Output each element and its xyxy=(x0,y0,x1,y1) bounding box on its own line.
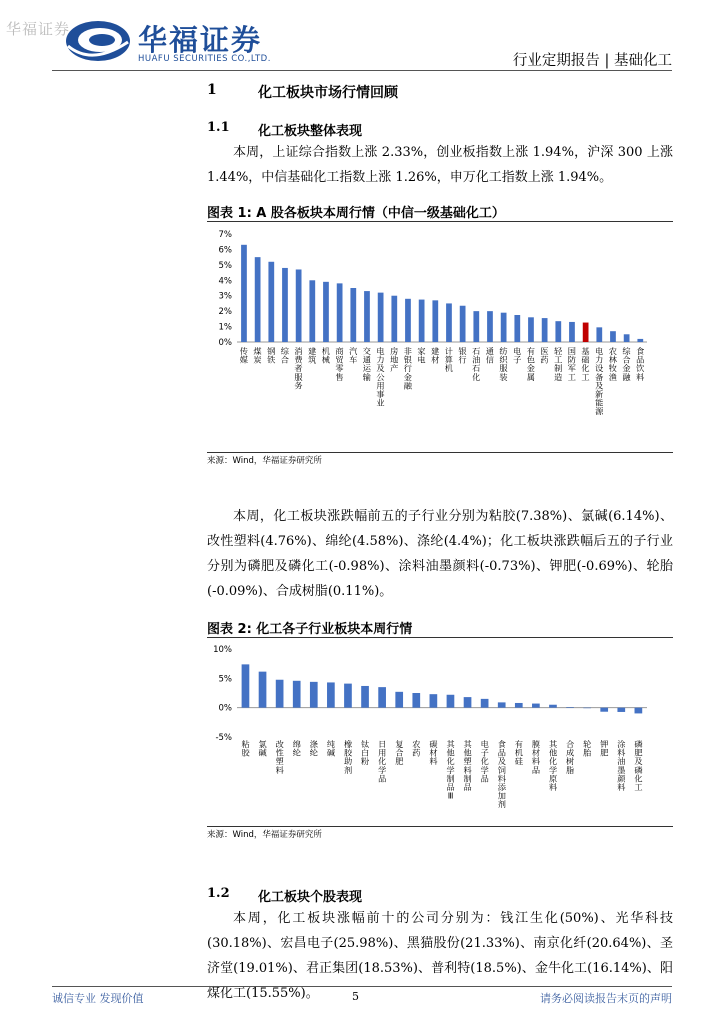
x-tick-label: 涂料油墨颜料 xyxy=(617,739,626,792)
x-tick-label: 石油石化 xyxy=(472,346,481,382)
bar xyxy=(323,282,329,342)
bar xyxy=(327,682,335,707)
x-tick-label: 计算机 xyxy=(444,346,453,374)
figure-source: 来源：Wind，华福证券研究所 xyxy=(207,456,322,466)
bar xyxy=(282,268,288,342)
chart-figure2 xyxy=(207,640,673,826)
bar xyxy=(464,697,472,708)
bar xyxy=(624,334,630,342)
bar xyxy=(635,708,643,714)
figure-title: 图表 2: 化工各子行业板块本周行情 xyxy=(207,622,413,637)
x-tick-label: 氯碱 xyxy=(258,739,267,758)
subsection-number: 1.2 xyxy=(207,886,230,901)
y-tick-label: 3% xyxy=(218,291,232,302)
x-tick-label: 电子化学品 xyxy=(480,739,489,784)
x-tick-label: 银行 xyxy=(458,346,467,365)
bar xyxy=(528,317,534,342)
x-tick-label: 改性塑料 xyxy=(275,739,284,775)
x-tick-label: 轻工制造 xyxy=(554,346,563,382)
bar xyxy=(350,288,356,342)
y-tick-label: 10% xyxy=(213,645,232,655)
x-tick-label: 非银行金融 xyxy=(403,346,412,391)
bar xyxy=(430,694,438,707)
x-tick-label: 磷肥及磷化工 xyxy=(634,739,643,792)
x-tick-label: 电力设备及新能源 xyxy=(595,346,604,417)
paragraph-text: 本周，化工板块涨幅前十的公司分别为：钱江生化(50%)、光华科技(30.18%)、宏昌电子(25.98%)、黑猫股份(21.33%)、南京化纤(20.64%)、圣济堂(19.01%)、君正集团(18.53%)、普利特(18.5%)、金牛化工(16.14%)、阳煤化工(15.55%)。 xyxy=(207,911,673,1001)
bar xyxy=(532,704,540,708)
bar xyxy=(242,664,250,707)
x-tick-label: 日用化学品 xyxy=(378,739,387,784)
bar xyxy=(542,318,548,342)
header-divider xyxy=(52,70,672,71)
bar xyxy=(412,693,420,708)
bar xyxy=(293,681,301,708)
brand-name-en: HUAFU SECURITIES CO.,LTD. xyxy=(138,54,271,64)
bar xyxy=(637,339,643,342)
x-tick-label: 传媒 xyxy=(239,346,248,365)
y-tick-label: 0% xyxy=(218,703,232,714)
x-tick-label: 其他塑料制品 xyxy=(463,739,472,792)
x-tick-label: 综合金融 xyxy=(622,346,631,382)
bar xyxy=(344,684,352,708)
bar xyxy=(487,311,493,342)
chart1-svg xyxy=(207,224,673,452)
bar xyxy=(566,707,574,708)
bar xyxy=(583,323,589,342)
bar xyxy=(241,245,247,342)
x-tick-label: 其他化学制品 Ⅲ xyxy=(446,739,455,801)
x-tick-label: 建材 xyxy=(431,346,440,365)
x-tick-label: 食品饮料 xyxy=(636,346,645,382)
x-tick-label: 商贸零售 xyxy=(335,346,344,382)
subsection-title: 化工板块整体表现 xyxy=(258,124,363,139)
x-tick-label: 有色金属 xyxy=(526,346,535,382)
x-tick-label: 粘胶 xyxy=(241,739,250,758)
x-tick-label: 纯碱 xyxy=(326,739,336,758)
x-tick-label: 国防军工 xyxy=(567,346,576,382)
brand-name: 华福证券 xyxy=(138,23,263,57)
bar xyxy=(395,692,403,708)
bar xyxy=(310,682,318,708)
bar xyxy=(432,300,438,342)
section-title: 化工板块市场行情回顾 xyxy=(258,85,398,101)
figure-divider xyxy=(207,221,673,222)
bar xyxy=(259,672,267,708)
bar xyxy=(596,327,602,342)
x-tick-label: 汽车 xyxy=(349,346,358,365)
paragraph-text: 本周，化工板块涨跌幅前五的子行业分别为粘胶(7.38%)、氯碱(6.14%)、改性塑料(4.76%)、绵纶(4.58%)、涤纶(4.4%)；化工板块涨跌幅后五的子行业分别为磷肥及磷化工(-0.98%)、涂料油墨颜料(-0.73%)、钾肥(-0.69%)、轮胎(-0.09%)、合成树脂(0.11%)。 xyxy=(207,509,673,599)
x-tick-label: 钛白粉 xyxy=(361,739,370,767)
bar xyxy=(515,703,523,708)
page-number: 5 xyxy=(352,990,359,1003)
bar xyxy=(378,293,384,342)
x-tick-label: 农药 xyxy=(412,739,421,758)
subsection-number: 1.1 xyxy=(207,120,230,135)
y-tick-label: 5% xyxy=(218,674,232,685)
section-number: 1 xyxy=(207,82,217,98)
x-tick-label: 通信 xyxy=(485,346,494,365)
figure-divider xyxy=(207,452,673,453)
x-tick-label: 橡胶助剂 xyxy=(343,739,353,775)
y-tick-label: 5% xyxy=(218,260,232,271)
subsection-title: 化工板块个股表现 xyxy=(258,890,363,905)
x-tick-label: 食品及饲料添加剂 xyxy=(497,739,506,810)
footer-disclaimer: 请务必阅读报告末页的声明 xyxy=(540,992,672,1005)
y-tick-label: 7% xyxy=(218,230,232,240)
y-tick-label: 0% xyxy=(218,338,232,348)
x-tick-label: 轮胎 xyxy=(583,739,592,758)
bar xyxy=(378,687,386,708)
x-tick-label: 合成树脂 xyxy=(566,739,575,775)
bar xyxy=(268,262,274,342)
bar xyxy=(391,296,397,342)
y-tick-label: 4% xyxy=(218,276,232,287)
bar xyxy=(501,313,507,342)
paragraph xyxy=(207,140,673,190)
paragraph xyxy=(207,504,673,604)
bar xyxy=(617,708,625,712)
paragraph-text: 本周，上证综合指数上涨 2.33%，创业板指数上涨 1.94%，沪深 300 上涨 1.44%，中信基础化工指数上涨 1.26%，申万化工指数上涨 1.94%。 xyxy=(207,145,673,185)
bar xyxy=(276,680,284,708)
y-tick-label: 1% xyxy=(218,322,232,333)
bar xyxy=(610,331,616,342)
x-tick-label: 建筑 xyxy=(308,346,317,365)
y-tick-label: 2% xyxy=(218,307,232,318)
bar xyxy=(361,686,369,708)
bar xyxy=(446,303,452,342)
bar xyxy=(549,705,557,708)
x-tick-label: 纺织服装 xyxy=(499,346,508,382)
chart-figure1 xyxy=(207,224,673,452)
figure-source: 来源：Wind，华福证券研究所 xyxy=(207,830,322,840)
x-tick-label: 机械 xyxy=(321,346,330,365)
bar xyxy=(481,699,489,708)
bar xyxy=(364,291,370,342)
x-tick-label: 电力及公用事业 xyxy=(376,346,385,408)
bar xyxy=(447,695,455,708)
report-type: 行业定期报告 | 基础化工 xyxy=(512,53,672,69)
x-tick-label: 其他化学原料 xyxy=(548,739,558,792)
bar xyxy=(555,321,561,342)
x-tick-label: 有机硅 xyxy=(514,739,523,767)
bar xyxy=(405,299,411,342)
x-tick-label: 基础化工 xyxy=(581,346,590,382)
x-tick-label: 综合 xyxy=(280,346,289,365)
bar xyxy=(460,306,466,342)
figure-divider xyxy=(207,826,673,827)
bar xyxy=(569,322,575,342)
footer-slogan: 诚信专业 发现价值 xyxy=(52,992,144,1005)
x-tick-label: 复合肥 xyxy=(395,739,404,767)
x-tick-label: 农林牧渔 xyxy=(608,346,617,382)
x-tick-label: 碳材料 xyxy=(429,739,438,767)
x-tick-label: 煤炭 xyxy=(253,346,262,365)
y-tick-label: 6% xyxy=(218,245,232,256)
bar xyxy=(498,702,506,707)
x-tick-label: 绵纶 xyxy=(292,739,301,758)
bar xyxy=(419,300,425,342)
bar xyxy=(309,280,315,342)
x-tick-label: 消费者服务 xyxy=(294,346,303,391)
bar xyxy=(583,708,591,709)
y-tick-label: -5% xyxy=(215,733,232,743)
x-tick-label: 钢铁 xyxy=(267,346,276,365)
bar xyxy=(473,311,479,342)
bar xyxy=(296,269,302,342)
bar xyxy=(255,257,261,342)
figure-divider xyxy=(207,637,673,638)
figure-title: 图表 1: A 股各板块本周行情（中信一级基础化工） xyxy=(207,206,505,221)
x-tick-label: 钾肥 xyxy=(600,739,609,758)
chart2-svg xyxy=(207,640,673,826)
x-tick-label: 涤纶 xyxy=(309,739,318,758)
bar xyxy=(337,283,343,342)
x-tick-label: 交通运输 xyxy=(362,346,371,382)
bar xyxy=(600,708,608,712)
x-tick-label: 医药 xyxy=(540,346,549,365)
footer-divider xyxy=(52,986,672,987)
bar xyxy=(514,315,520,342)
x-tick-label: 膜材料品 xyxy=(531,739,541,775)
watermark: 华福证券 xyxy=(6,20,71,38)
x-tick-label: 房地产 xyxy=(390,346,399,374)
x-tick-label: 电子 xyxy=(513,346,522,365)
x-tick-label: 家电 xyxy=(417,346,426,365)
